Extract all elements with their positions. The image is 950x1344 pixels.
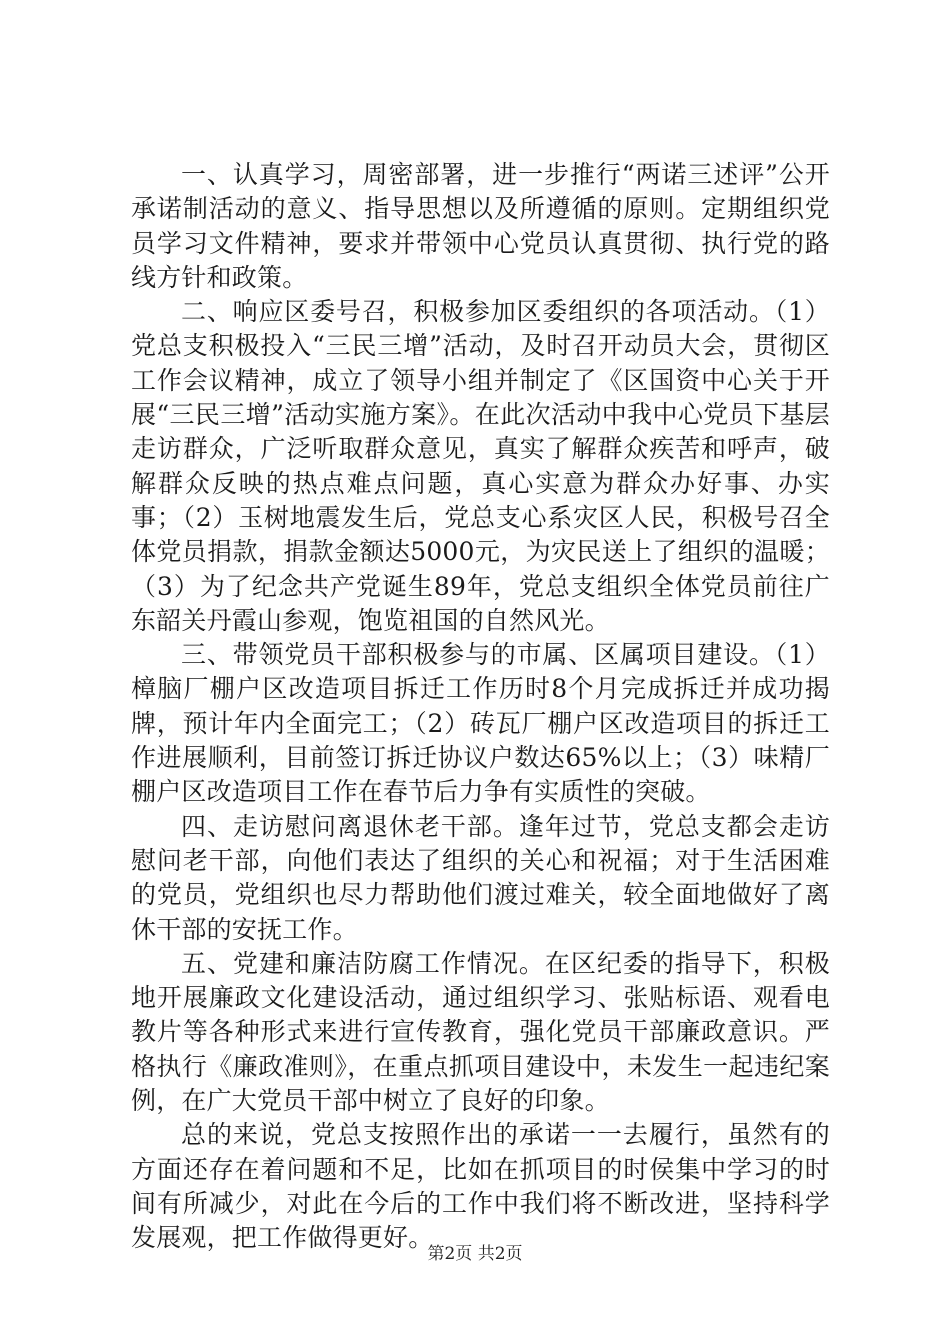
paragraph-2: 二、响应区委号召，积极参加区委组织的各项活动。（1）党总支积极投入“三民三增”活动，及时召开动员大会，贯彻区工作会议精神，成立了领导小组并制定了《区国资中心关于开展“三民三增”活动实施方案》。在此次活动中我中心党员下基层走访群众，广泛听取群众意见，真实了解群众疾苦和呼声，破解群众反映的热点难点问题，真心实意为群众办好事、办实事；（2）玉树地震发生后，党总支心系灾区人民，积极号召全体党员捐款，捐款金额达5000元，为灾民送上了组织的温暖；（3）为了纪念共产党诞生89年，党总支组织全体党员前往广东韶关丹霞山参观，饱览祖国的自然风光。 xyxy=(131,297,830,635)
document-body xyxy=(131,158,830,1256)
paragraph-6: 总的来说，党总支按照作出的承诺一一去履行，虽然有的方面还存在着问题和不足，比如在抓项目的时侯集中学习的时间有所减少，对此在今后的工作中我们将不断改进，坚持科学发展观，把工作做得更好。 xyxy=(131,1120,830,1253)
page-number-footer: 第2页 共2页 xyxy=(427,1244,523,1264)
paragraph-4: 四、走访慰问离退休老干部。逢年过节，党总支都会走访慰问老干部，向他们表达了组织的关心和祝福；对于生活困难的党员，党组织也尽力帮助他们渡过难关，较全面地做好了离休干部的安抚工作。 xyxy=(131,811,830,944)
paragraph-1: 一、认真学习，周密部署，进一步推行“两诺三述评”公开承诺制活动的意义、指导思想以及所遵循的原则。定期组织党员学习文件精神，要求并带领中心党员认真贯彻、执行党的路线方针和政策。 xyxy=(131,160,830,292)
paragraph-5: 五、党建和廉洁防腐工作情况。在区纪委的指导下，积极地开展廉政文化建设活动，通过组织学习、张贴标语、观看电教片等各种形式来进行宣传教育，强化党员干部廉政意识。严格执行《廉政准则》，在重点抓项目建设中，未发生一起违纪案例，在广大党员干部中树立了良好的印象。 xyxy=(131,948,830,1116)
paragraph-3: 三、带领党员干部积极参与的市属、区属项目建设。（1）樟脑厂棚户区改造项目拆迁工作历时8个月完成拆迁并成功揭牌，预计年内全面完工；（2）砖瓦厂棚户区改造项目的拆迁工作进展顺利，目前签订拆迁协议户数达65%以上；（3）味精厂棚户区改造项目工作在春节后力争有实质性的突破。 xyxy=(131,640,830,807)
